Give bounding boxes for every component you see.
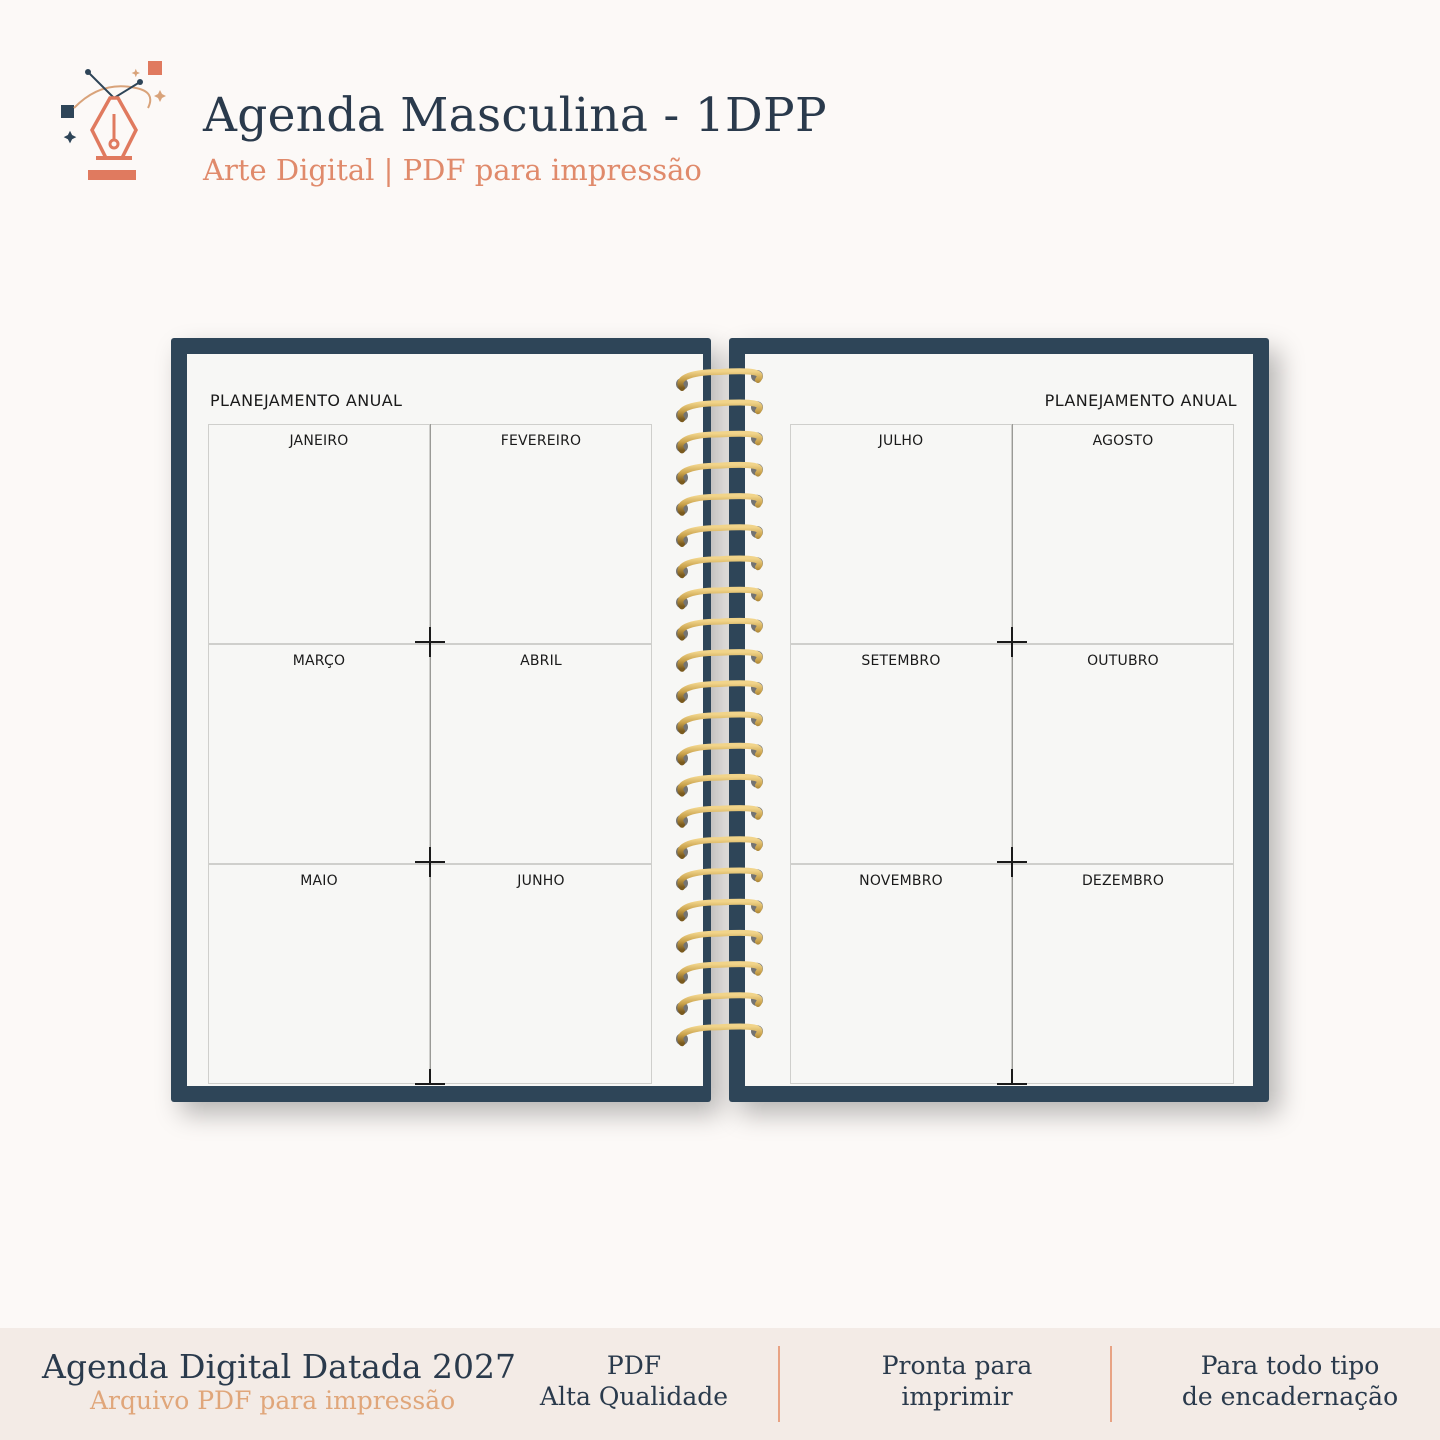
month-cell-setembro bbox=[790, 644, 1012, 864]
left-page-title: PLANEJAMENTO ANUAL bbox=[210, 391, 403, 410]
feature-line: de encadernação bbox=[1181, 1382, 1399, 1411]
feature-line: imprimir bbox=[901, 1382, 1013, 1411]
pen-nib-logo-icon bbox=[56, 58, 176, 188]
crosshair-mark bbox=[997, 847, 1027, 877]
month-label: MAIO bbox=[300, 873, 338, 889]
month-cell-dezembro bbox=[1012, 864, 1234, 1084]
footer-divider bbox=[1110, 1346, 1112, 1422]
month-cell-novembro bbox=[790, 864, 1012, 1084]
month-cell-fevereiro bbox=[430, 424, 652, 644]
month-label: DEZEMBRO bbox=[1081, 873, 1165, 889]
left-month-grid bbox=[208, 424, 652, 1084]
month-label: JANEIRO bbox=[289, 433, 349, 449]
tee-mark bbox=[997, 1069, 1027, 1085]
month-label: ABRIL bbox=[520, 653, 562, 669]
month-cell-julho bbox=[790, 424, 1012, 644]
feature-line: PDF bbox=[606, 1351, 662, 1380]
center-divider bbox=[430, 424, 431, 1084]
month-label: JULHO bbox=[878, 433, 924, 449]
month-cell-agosto bbox=[1012, 424, 1234, 644]
crosshair-mark bbox=[997, 627, 1027, 657]
tee-mark bbox=[415, 1069, 445, 1085]
crosshair-mark bbox=[415, 627, 445, 657]
footer-title: Agenda Digital Datada 2027 bbox=[42, 1347, 517, 1386]
month-label: FEVEREIRO bbox=[500, 433, 582, 449]
month-cell-janeiro bbox=[208, 424, 430, 644]
month-label: AGOSTO bbox=[1092, 433, 1154, 449]
feature-binding bbox=[1180, 1350, 1400, 1412]
month-cell-junho bbox=[430, 864, 652, 1084]
right-page bbox=[745, 354, 1253, 1086]
spiral-binding-icon bbox=[662, 368, 778, 1068]
month-cell-maio bbox=[208, 864, 430, 1084]
footer-subtitle: Arquivo PDF para impressão bbox=[90, 1386, 456, 1415]
page-subtitle: Arte Digital | PDF para impressão bbox=[203, 153, 702, 187]
right-month-grid bbox=[790, 424, 1234, 1084]
month-cell-abril bbox=[430, 644, 652, 864]
right-page-title: PLANEJAMENTO ANUAL bbox=[1044, 391, 1237, 410]
feature-line: Pronta para bbox=[881, 1351, 1033, 1380]
month-label: OUTUBRO bbox=[1087, 653, 1159, 669]
month-label: SETEMBRO bbox=[861, 653, 941, 669]
footer-divider bbox=[778, 1346, 780, 1422]
month-label: MARÇO bbox=[292, 653, 346, 669]
page-title: Agenda Masculina - 1DPP bbox=[203, 88, 827, 143]
month-label: NOVEMBRO bbox=[859, 873, 943, 889]
month-cell-marco bbox=[208, 644, 430, 864]
crosshair-mark bbox=[415, 847, 445, 877]
feature-line: Alta Qualidade bbox=[539, 1382, 729, 1411]
feature-line: Para todo tipo bbox=[1200, 1351, 1380, 1380]
month-label: JUNHO bbox=[517, 873, 565, 889]
month-cell-outubro bbox=[1012, 644, 1234, 864]
feature-pdf bbox=[534, 1350, 734, 1412]
center-divider bbox=[1012, 424, 1013, 1084]
feature-print bbox=[846, 1350, 1068, 1412]
footer-bar bbox=[0, 1328, 1440, 1440]
left-page bbox=[187, 354, 703, 1086]
